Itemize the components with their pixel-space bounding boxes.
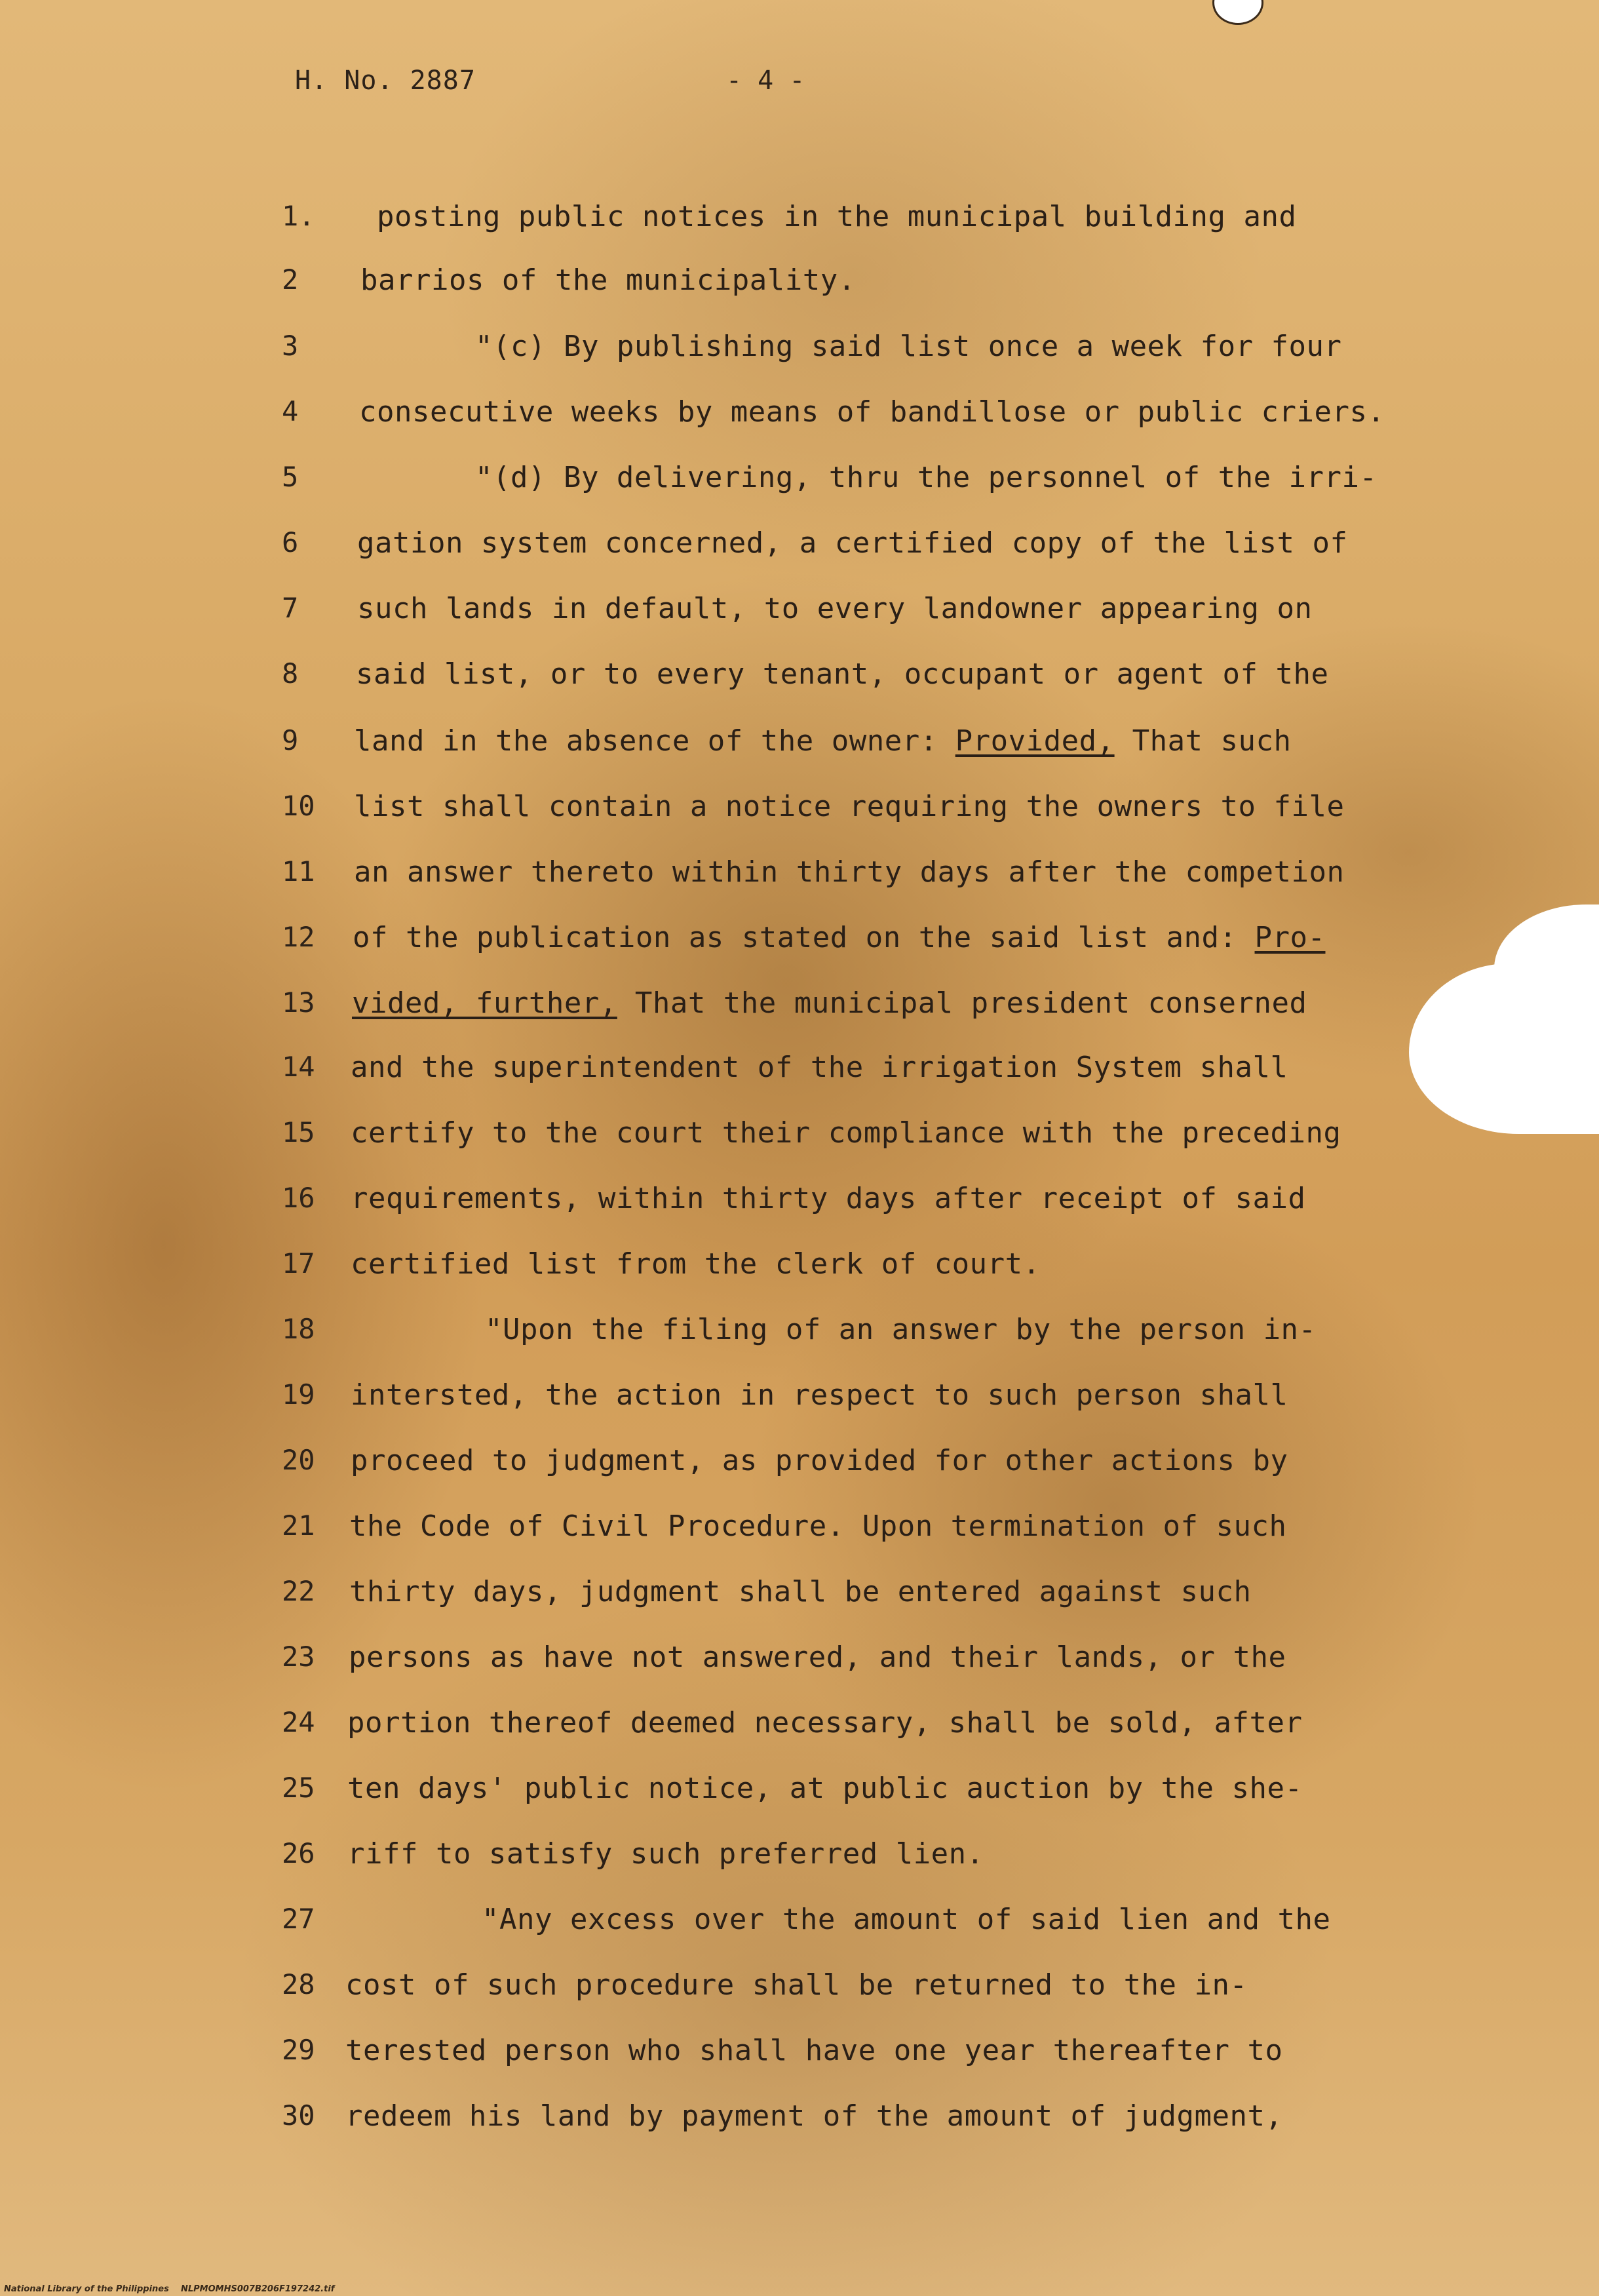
body-line [352, 986, 1307, 1020]
body-line: riff to satisfy such preferred lien. [347, 1837, 984, 1871]
underlined-text: Pro- [1254, 921, 1326, 954]
underlined-text: vided, further, [352, 986, 617, 1020]
line-number: 23 [282, 1641, 315, 1673]
body-line: said list, or to every tenant, occupant or agent of the [356, 657, 1329, 691]
body-line: requirements, within thirty days after receipt of said [351, 1182, 1306, 1215]
body-line: persons as have not answered, and their lands, or the [349, 1641, 1286, 1674]
body-line: proceed to judgment, as provided for other actions by [351, 1444, 1288, 1477]
body-line: "(c) By publishing said list once a week for four [475, 330, 1342, 363]
underlined-text: Provided, [955, 724, 1115, 758]
body-line: "Any excess over the amount of said lien and the [482, 1903, 1331, 1936]
scan-footer [4, 2284, 334, 2294]
body-line [354, 724, 1292, 758]
body-line: consecutive weeks by means of bandillose or public criers. [359, 395, 1385, 429]
line-number: 27 [282, 1903, 315, 1935]
body-line [353, 921, 1325, 954]
body-line: intersted, the action in respect to such person shall [351, 1378, 1288, 1412]
line-number: 30 [282, 2099, 315, 2131]
body-line: gation system concerned, a certified copy of the list of [357, 526, 1348, 560]
bill-number: H. No. 2887 [295, 66, 476, 96]
line-number: 9 [282, 724, 299, 756]
body-line: an answer thereto within thirty days after the competion [354, 855, 1345, 889]
line-number: 20 [282, 1444, 315, 1476]
body-text: land in the absence of the owner: [354, 724, 955, 758]
body-line: portion thereof deemed necessary, shall be sold, after [347, 1706, 1303, 1740]
body-line: list shall contain a notice requiring the owners to file [354, 790, 1345, 823]
body-line: redeem his land by payment of the amount of judgment, [345, 2099, 1283, 2133]
line-number: 12 [282, 921, 315, 953]
body-line: certify to the court their compliance with the preceding [351, 1116, 1341, 1150]
line-number: 22 [282, 1575, 315, 1607]
body-line: posting public notices in the municipal building and [377, 200, 1297, 233]
punch-hole [1212, 0, 1263, 25]
library-credit: National Library of the Philippines [4, 2284, 169, 2294]
body-text: of the publication as stated on the said list and: [353, 921, 1255, 954]
line-number: 8 [282, 657, 299, 690]
torn-paper-edge-upper [1494, 905, 1599, 996]
body-line: cost of such procedure shall be returned to the in- [345, 1968, 1248, 2002]
line-number: 19 [282, 1378, 315, 1411]
line-number: 21 [282, 1509, 315, 1542]
line-number: 10 [282, 790, 315, 822]
line-number: 17 [282, 1247, 315, 1279]
body-line: ten days' public notice, at public auction by the she- [347, 1772, 1303, 1805]
line-number: 5 [282, 461, 299, 493]
line-number: 15 [282, 1116, 315, 1148]
line-number: 4 [282, 395, 299, 427]
body-line: thirty days, judgment shall be entered against such [349, 1575, 1252, 1608]
line-number: 16 [282, 1182, 315, 1214]
body-line: barrios of the municipality. [360, 263, 856, 297]
body-line: certified list from the clerk of court. [351, 1247, 1041, 1281]
line-number: 11 [282, 855, 315, 887]
body-line: and the superintendent of the irrigation System shall [351, 1051, 1288, 1084]
line-number: 26 [282, 1837, 315, 1869]
line-number: 1. [282, 200, 315, 232]
line-number: 3 [282, 330, 299, 362]
line-number: 7 [282, 592, 299, 624]
line-number: 18 [282, 1313, 315, 1345]
body-line: the Code of Civil Procedure. Upon termination of such [349, 1509, 1287, 1543]
page-number: - 4 - [726, 66, 805, 96]
body-text: That such [1114, 724, 1292, 758]
line-number: 28 [282, 1968, 315, 2000]
line-number: 29 [282, 2034, 315, 2066]
body-line: terested person who shall have one year thereafter to [345, 2034, 1283, 2067]
line-number: 14 [282, 1051, 315, 1083]
file-identifier: NLPMOMHS007B206F197242.tif [180, 2284, 335, 2294]
line-number: 2 [282, 263, 299, 296]
body-line: "Upon the filing of an answer by the person in- [485, 1313, 1317, 1346]
line-number: 24 [282, 1706, 315, 1738]
line-number: 25 [282, 1772, 315, 1804]
body-text: That the municipal president conserned [617, 986, 1307, 1020]
line-number: 6 [282, 526, 299, 558]
body-line: "(d) By delivering, thru the personnel of the irri- [475, 461, 1377, 494]
body-line: such lands in default, to every landowner appearing on [357, 592, 1313, 625]
line-number: 13 [282, 986, 315, 1019]
